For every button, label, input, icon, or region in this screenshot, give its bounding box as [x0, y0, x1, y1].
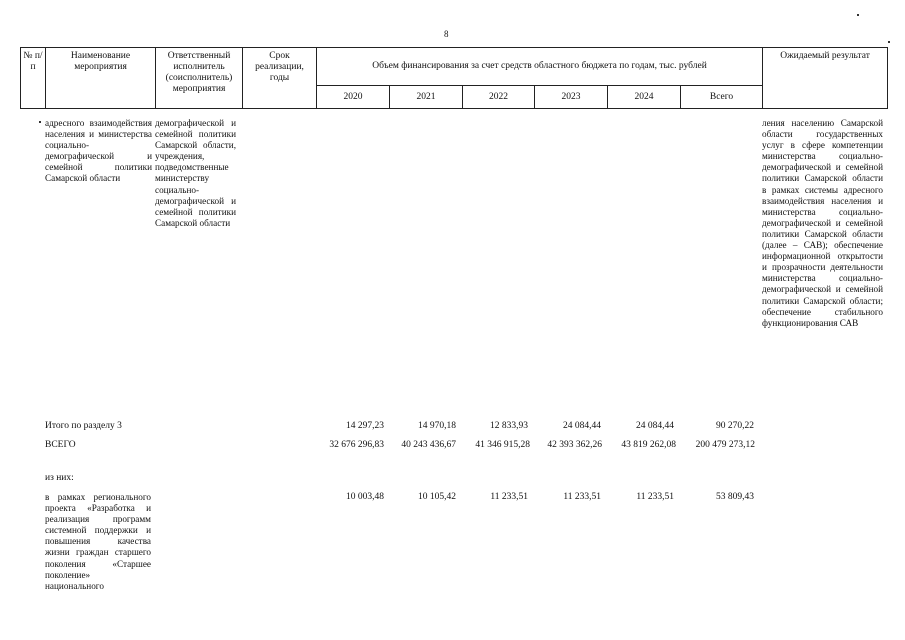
table-header: [20, 47, 888, 109]
header-year: 2023: [535, 86, 608, 109]
of-which-label: из них:: [45, 473, 74, 483]
project-value: 11 233,51: [563, 492, 601, 502]
regional-project-label: в рамках регионального проекта «Разработка и реализация программ системной поддержки и повышения качества жизни граждан старшего поколения «Старшее поколение» национального: [45, 492, 151, 591]
header-year-total: Всего: [681, 86, 763, 109]
total-value: 24 084,44: [563, 421, 601, 431]
project-value: 11 233,51: [636, 492, 674, 502]
grand-total-value: 40 243 436,67: [401, 440, 456, 450]
grand-total-value: 42 393 362,26: [547, 440, 602, 450]
header-name: Наименование мероприятия: [46, 48, 156, 109]
scan-speck: [39, 121, 41, 123]
total-value: 24 084,44: [636, 421, 674, 431]
scan-speck: [888, 41, 890, 43]
project-value: 10 003,48: [346, 492, 384, 502]
grand-total-value: 43 819 262,08: [621, 440, 676, 450]
grand-total-value: 32 676 296,83: [329, 440, 384, 450]
header-year: 2020: [317, 86, 390, 109]
project-value: 11 233,51: [490, 492, 528, 502]
header-period: Срок реализации, годы: [243, 48, 317, 109]
grand-total-value: 200 479 273,12: [695, 440, 755, 450]
project-value: 10 105,42: [418, 492, 456, 502]
total-value: 14 297,23: [346, 421, 384, 431]
page-number: 8: [444, 29, 449, 39]
measure-name: адресного взаимодействия населения и министерства социально-демографической и семейной политики Самарской области: [45, 118, 152, 184]
grand-total-value: 41 346 915,28: [475, 440, 530, 450]
header-year: 2021: [390, 86, 463, 109]
header-executor: Ответственный исполнитель (соисполнитель) мероприятия: [156, 48, 243, 109]
measure-executor: демографической и семейной политики Самарской области, учреждения, подведомственные министерству социально-демографической и семейной политики Самарской области: [155, 118, 236, 228]
header-funding: Объем финансирования за счет средств областного бюджета по годам, тыс. рублей: [317, 48, 763, 86]
header-year: 2022: [463, 86, 535, 109]
total-value: 90 270,22: [716, 421, 754, 431]
total-value: 14 970,18: [418, 421, 456, 431]
project-value: 53 809,43: [716, 492, 754, 502]
header-year: 2024: [608, 86, 681, 109]
expected-result: ления населению Самарской области государственных услуг в сфере компетенции министерства социально-демографической и семейной политики Самарской области в рамках системы адресного взаимодействия населения и министерства социально-демографической и семейной политики Самарской области (далее – САВ); обеспечение информационной открытости и прозрачности деятельности министерства социально-демографической и семейной политики Самарской области; обеспечение стабильного функционирования САВ: [762, 118, 883, 328]
header-num: № п/п: [21, 48, 46, 109]
header-result: Ожидаемый результат: [763, 48, 888, 109]
grand-total-label: ВСЕГО: [45, 440, 76, 450]
total-value: 12 833,93: [490, 421, 528, 431]
scan-speck: [857, 14, 859, 16]
section-total-label: Итого по разделу 3: [45, 421, 122, 431]
